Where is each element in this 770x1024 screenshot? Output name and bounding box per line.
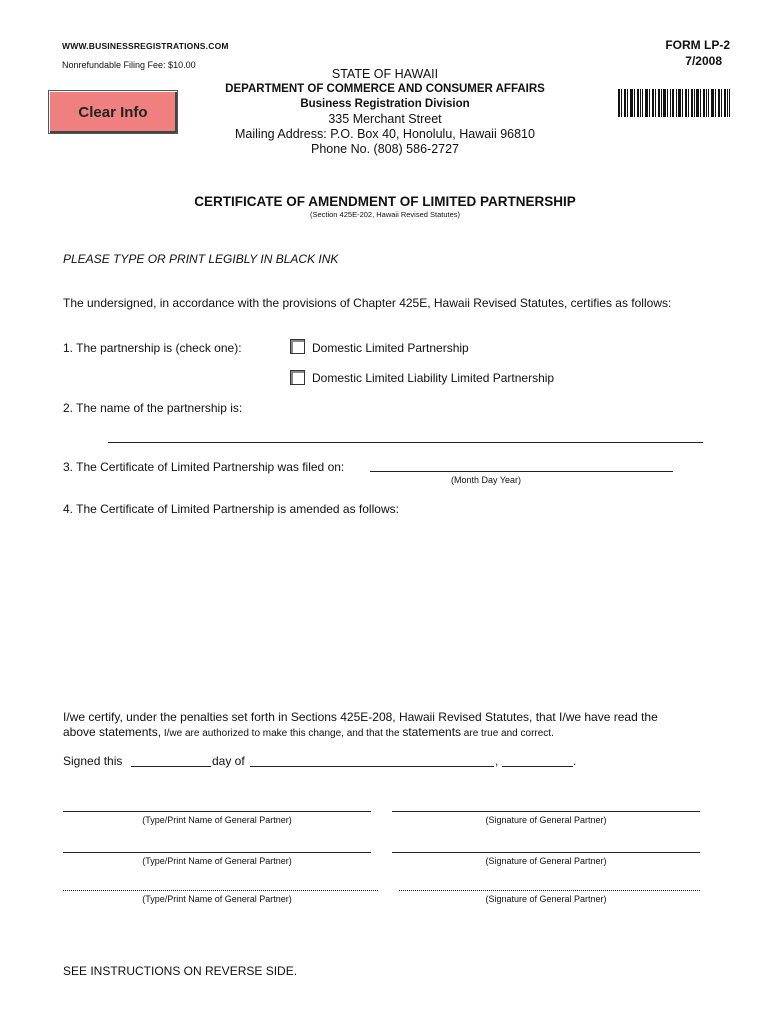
form-date: 7/2008 <box>685 54 722 68</box>
form-number: FORM LP-2 <box>665 38 730 52</box>
item-4-label: 4. The Certificate of Limited Partnership is amended as follows: <box>63 502 399 516</box>
certification-line-2-mid: I/we are authorized to make this change, and that the <box>161 728 403 739</box>
certification-line-2 <box>63 725 658 741</box>
partner-name-label-1: (Type/Print Name of General Partner) <box>142 815 292 825</box>
phone-number: Phone No. (808) 586-2727 <box>310 142 460 156</box>
item-3-label: 3. The Certificate of Limited Partnership was filed on: <box>63 460 345 474</box>
partner-name-field-2[interactable] <box>63 852 371 853</box>
division-name: Business Registration Division <box>300 98 470 110</box>
certification-line-2-start: above statements, <box>63 725 162 739</box>
partner-name-field-1[interactable] <box>63 811 371 812</box>
website-url: WWW.BUSINESSREGISTRATIONS.COM <box>62 41 229 51</box>
certification-statement <box>63 710 658 741</box>
state-name: STATE OF HAWAII <box>331 67 439 81</box>
barcode-icon <box>618 89 730 117</box>
amendment-text-area[interactable] <box>63 522 708 692</box>
partner-signature-field-3[interactable] <box>399 890 700 891</box>
partner-signature-label-3: (Signature of General Partner) <box>485 894 607 904</box>
page-title: CERTIFICATE OF AMENDMENT OF LIMITED PARTNERSHIP <box>194 194 576 209</box>
statute-reference: (Section 425E-202, Hawaii Revised Statutes) <box>309 210 461 219</box>
partner-name-label-3: (Type/Print Name of General Partner) <box>142 894 292 904</box>
partner-signature-field-2[interactable] <box>392 852 700 853</box>
partner-signature-field-1[interactable] <box>392 811 700 812</box>
signed-year-field[interactable] <box>502 766 573 767</box>
filing-date-field[interactable] <box>370 471 673 472</box>
filing-fee: Nonrefundable Filing Fee: $10.00 <box>62 60 196 70</box>
item-2-label: 2. The name of the partnership is: <box>63 401 243 415</box>
signed-comma: , <box>495 754 499 768</box>
date-format-hint: (Month Day Year) <box>450 475 522 485</box>
partnership-name-field[interactable] <box>108 442 703 443</box>
clear-info-button[interactable]: Clear Info <box>48 90 178 134</box>
ink-instruction: PLEASE TYPE OR PRINT LEGIBLY IN BLACK INK <box>63 252 339 266</box>
certification-line-1: I/we certify, under the penalties set forth in Sections 425E-208, Hawaii Revised Statutes, that I/we have read the <box>63 710 658 724</box>
street-address: 335 Merchant Street <box>328 112 442 126</box>
partner-signature-label-2: (Signature of General Partner) <box>485 856 607 866</box>
partner-name-label-2: (Type/Print Name of General Partner) <box>142 856 292 866</box>
domestic-lp-checkbox[interactable] <box>290 339 305 354</box>
intro-statement: The undersigned, in accordance with the provisions of Chapter 425E, Hawaii Revised Statutes, certifies as follows: <box>63 296 672 310</box>
signed-period: . <box>573 754 577 768</box>
partner-name-field-3[interactable] <box>63 890 378 891</box>
domestic-lllp-checkbox[interactable] <box>290 370 305 385</box>
day-of-label: day of <box>212 754 245 768</box>
signed-month-field[interactable] <box>250 766 494 767</box>
department-name: DEPARTMENT OF COMMERCE AND CONSUMER AFFAIRS <box>225 83 545 95</box>
domestic-lp-label: Domestic Limited Partnership <box>312 341 469 355</box>
certification-line-2-end: are true and correct. <box>461 728 554 739</box>
reverse-side-note: SEE INSTRUCTIONS ON REVERSE SIDE. <box>63 964 298 978</box>
certification-line-2-word: statements <box>402 725 462 739</box>
item-1-label: 1. The partnership is (check one): <box>63 341 242 355</box>
signed-day-field[interactable] <box>131 766 211 767</box>
mailing-address: Mailing Address: P.O. Box 40, Honolulu, Hawaii 96810 <box>235 127 535 141</box>
domestic-lllp-label: Domestic Limited Liability Limited Partnership <box>312 371 555 385</box>
partner-signature-label-1: (Signature of General Partner) <box>485 815 607 825</box>
signed-this-label: Signed this <box>63 754 123 768</box>
